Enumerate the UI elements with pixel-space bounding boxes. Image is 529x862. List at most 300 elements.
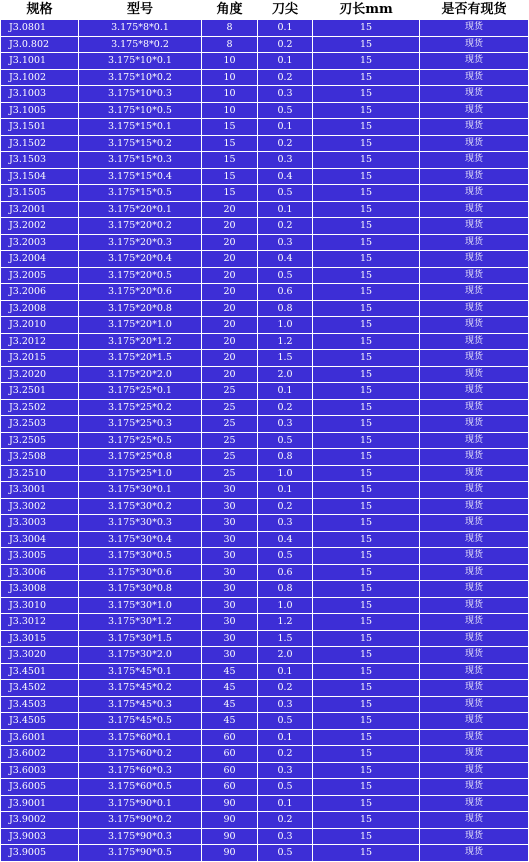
table-row: [1, 350, 529, 367]
blade-length-cell: 15: [313, 762, 420, 779]
stock-cell: 现货: [420, 152, 529, 169]
stock-cell: 现货: [420, 69, 529, 86]
tip-cell: 0.1: [258, 119, 313, 136]
spec-cell: J3.2510: [1, 465, 79, 482]
model-cell: 3.175*20*1.0: [79, 317, 202, 334]
blade-length-cell: 15: [313, 564, 420, 581]
table-row: [1, 515, 529, 532]
model-cell: 3.175*10*0.3: [79, 86, 202, 103]
stock-cell: 现货: [420, 779, 529, 796]
stock-cell: 现货: [420, 746, 529, 763]
model-cell: 3.175*20*0.4: [79, 251, 202, 268]
angle-cell: 15: [202, 119, 258, 136]
stock-cell: 现货: [420, 696, 529, 713]
angle-cell: 20: [202, 267, 258, 284]
model-cell: 3.175*20*0.3: [79, 234, 202, 251]
table-row: [1, 630, 529, 647]
blade-length-cell: 15: [313, 449, 420, 466]
spec-cell: J3.3015: [1, 630, 79, 647]
stock-cell: 现货: [420, 531, 529, 548]
spec-cell: J3.2008: [1, 300, 79, 317]
blade-length-cell: 15: [313, 267, 420, 284]
blade-length-cell: 15: [313, 845, 420, 862]
angle-cell: 20: [202, 300, 258, 317]
table-row: [1, 36, 529, 53]
spec-cell: J3.1001: [1, 53, 79, 70]
blade-length-cell: 15: [313, 663, 420, 680]
angle-cell: 10: [202, 86, 258, 103]
blade-length-cell: 15: [313, 399, 420, 416]
tip-cell: 0.6: [258, 564, 313, 581]
table-row: [1, 762, 529, 779]
model-cell: 3.175*30*1.5: [79, 630, 202, 647]
spec-cell: J3.2003: [1, 234, 79, 251]
spec-cell: J3.4503: [1, 696, 79, 713]
stock-cell: 现货: [420, 614, 529, 631]
model-cell: 3.175*8*0.1: [79, 20, 202, 37]
tip-cell: 0.8: [258, 449, 313, 466]
spec-cell: J3.2010: [1, 317, 79, 334]
stock-cell: 现货: [420, 812, 529, 829]
spec-cell: J3.2012: [1, 333, 79, 350]
stock-cell: 现货: [420, 267, 529, 284]
model-cell: 3.175*20*0.2: [79, 218, 202, 235]
angle-cell: 15: [202, 152, 258, 169]
blade-length-cell: 15: [313, 746, 420, 763]
model-cell: 3.175*20*0.6: [79, 284, 202, 301]
model-cell: 3.175*30*2.0: [79, 647, 202, 664]
spec-cell: J3.1505: [1, 185, 79, 202]
table-row: [1, 647, 529, 664]
stock-cell: 现货: [420, 350, 529, 367]
spec-cell: J3.1003: [1, 86, 79, 103]
blade-length-cell: 15: [313, 366, 420, 383]
table-row: [1, 185, 529, 202]
spec-cell: J3.3001: [1, 482, 79, 499]
model-cell: 3.175*20*2.0: [79, 366, 202, 383]
spec-cell: J3.3020: [1, 647, 79, 664]
model-cell: 3.175*30*0.2: [79, 498, 202, 515]
tip-cell: 0.4: [258, 531, 313, 548]
tip-cell: 0.5: [258, 548, 313, 565]
stock-cell: 现货: [420, 680, 529, 697]
model-cell: 3.175*45*0.5: [79, 713, 202, 730]
model-cell: 3.175*60*0.5: [79, 779, 202, 796]
table-row: [1, 383, 529, 400]
table-row: [1, 333, 529, 350]
blade-length-cell: 15: [313, 515, 420, 532]
tip-cell: 0.1: [258, 20, 313, 37]
model-cell: 3.175*20*0.5: [79, 267, 202, 284]
table-row: [1, 317, 529, 334]
table-row: [1, 845, 529, 862]
table-row: [1, 548, 529, 565]
angle-cell: 30: [202, 564, 258, 581]
model-cell: 3.175*60*0.2: [79, 746, 202, 763]
blade-length-cell: 15: [313, 218, 420, 235]
spec-cell: J3.2502: [1, 399, 79, 416]
spec-cell: J3.2505: [1, 432, 79, 449]
angle-cell: 30: [202, 531, 258, 548]
stock-cell: 现货: [420, 828, 529, 845]
stock-cell: 现货: [420, 234, 529, 251]
angle-cell: 8: [202, 36, 258, 53]
angle-cell: 20: [202, 251, 258, 268]
blade-length-cell: 15: [313, 795, 420, 812]
tip-cell: 0.5: [258, 102, 313, 119]
stock-cell: 现货: [420, 762, 529, 779]
tip-cell: 0.2: [258, 680, 313, 697]
model-cell: 3.175*10*0.1: [79, 53, 202, 70]
header-in-stock: 是否有现货: [420, 1, 529, 20]
tip-cell: 1.0: [258, 465, 313, 482]
spec-cell: J3.3008: [1, 581, 79, 598]
stock-cell: 现货: [420, 845, 529, 862]
table-row: [1, 531, 529, 548]
table-row: [1, 152, 529, 169]
table-row: [1, 284, 529, 301]
table-row: [1, 20, 529, 37]
header-blade-length: 刃长mm: [313, 1, 420, 20]
model-cell: 3.175*15*0.2: [79, 135, 202, 152]
blade-length-cell: 15: [313, 36, 420, 53]
stock-cell: 现货: [420, 564, 529, 581]
spec-cell: J3.0.802: [1, 36, 79, 53]
stock-cell: 现货: [420, 515, 529, 532]
spec-cell: J3.1501: [1, 119, 79, 136]
model-cell: 3.175*25*0.5: [79, 432, 202, 449]
tip-cell: 0.5: [258, 267, 313, 284]
tip-cell: 0.5: [258, 779, 313, 796]
tip-cell: 0.5: [258, 713, 313, 730]
tip-cell: 1.2: [258, 333, 313, 350]
blade-length-cell: 15: [313, 185, 420, 202]
model-cell: 3.175*90*0.1: [79, 795, 202, 812]
spec-cell: J3.4501: [1, 663, 79, 680]
spec-cell: J3.2508: [1, 449, 79, 466]
angle-cell: 30: [202, 482, 258, 499]
tip-cell: 0.5: [258, 845, 313, 862]
blade-length-cell: 15: [313, 647, 420, 664]
blade-length-cell: 15: [313, 234, 420, 251]
angle-cell: 20: [202, 284, 258, 301]
spec-cell: J3.2004: [1, 251, 79, 268]
blade-length-cell: 15: [313, 416, 420, 433]
spec-cell: J3.2020: [1, 366, 79, 383]
tip-cell: 0.2: [258, 218, 313, 235]
angle-cell: 30: [202, 647, 258, 664]
stock-cell: 现货: [420, 663, 529, 680]
stock-cell: 现货: [420, 647, 529, 664]
table-row: [1, 399, 529, 416]
spec-cell: J3.1504: [1, 168, 79, 185]
model-cell: 3.175*15*0.3: [79, 152, 202, 169]
model-cell: 3.175*15*0.4: [79, 168, 202, 185]
table-row: [1, 746, 529, 763]
spec-cell: J3.2002: [1, 218, 79, 235]
angle-cell: 45: [202, 696, 258, 713]
angle-cell: 25: [202, 416, 258, 433]
angle-cell: 30: [202, 614, 258, 631]
model-cell: 3.175*10*0.2: [79, 69, 202, 86]
table-row: [1, 251, 529, 268]
angle-cell: 45: [202, 680, 258, 697]
angle-cell: 30: [202, 498, 258, 515]
spec-cell: J3.2501: [1, 383, 79, 400]
stock-cell: 现货: [420, 201, 529, 218]
tip-cell: 0.3: [258, 515, 313, 532]
table-row: [1, 86, 529, 103]
model-cell: 3.175*45*0.1: [79, 663, 202, 680]
stock-cell: 现货: [420, 399, 529, 416]
model-cell: 3.175*25*0.2: [79, 399, 202, 416]
stock-cell: 现货: [420, 333, 529, 350]
blade-length-cell: 15: [313, 168, 420, 185]
spec-cell: J3.3012: [1, 614, 79, 631]
stock-cell: 现货: [420, 482, 529, 499]
tip-cell: 0.1: [258, 663, 313, 680]
table-row: [1, 482, 529, 499]
model-cell: 3.175*60*0.3: [79, 762, 202, 779]
table-row: [1, 69, 529, 86]
model-cell: 3.175*25*0.1: [79, 383, 202, 400]
angle-cell: 25: [202, 432, 258, 449]
model-cell: 3.175*20*0.1: [79, 201, 202, 218]
blade-length-cell: 15: [313, 284, 420, 301]
tip-cell: 0.1: [258, 729, 313, 746]
stock-cell: 现货: [420, 383, 529, 400]
angle-cell: 15: [202, 168, 258, 185]
blade-length-cell: 15: [313, 119, 420, 136]
angle-cell: 25: [202, 383, 258, 400]
tip-cell: 1.0: [258, 597, 313, 614]
stock-cell: 现货: [420, 581, 529, 598]
spec-cell: J3.2006: [1, 284, 79, 301]
spec-cell: J3.1502: [1, 135, 79, 152]
blade-length-cell: 15: [313, 548, 420, 565]
blade-length-cell: 15: [313, 597, 420, 614]
angle-cell: 10: [202, 53, 258, 70]
angle-cell: 45: [202, 663, 258, 680]
header-tip: 刀尖: [258, 1, 313, 20]
stock-cell: 现货: [420, 366, 529, 383]
model-cell: 3.175*20*1.5: [79, 350, 202, 367]
spec-cell: J3.3005: [1, 548, 79, 565]
table-row: [1, 597, 529, 614]
model-cell: 3.175*90*0.2: [79, 812, 202, 829]
stock-cell: 现货: [420, 729, 529, 746]
tip-cell: 0.5: [258, 432, 313, 449]
blade-length-cell: 15: [313, 69, 420, 86]
table-row: [1, 135, 529, 152]
blade-length-cell: 15: [313, 614, 420, 631]
angle-cell: 25: [202, 465, 258, 482]
angle-cell: 20: [202, 350, 258, 367]
model-cell: 3.175*25*0.3: [79, 416, 202, 433]
model-cell: 3.175*90*0.3: [79, 828, 202, 845]
angle-cell: 90: [202, 845, 258, 862]
tip-cell: 1.0: [258, 317, 313, 334]
spec-cell: J3.2503: [1, 416, 79, 433]
table-row: [1, 218, 529, 235]
tip-cell: 0.5: [258, 185, 313, 202]
table-row: [1, 795, 529, 812]
angle-cell: 10: [202, 102, 258, 119]
table-row: [1, 416, 529, 433]
angle-cell: 30: [202, 597, 258, 614]
table-row: [1, 663, 529, 680]
tip-cell: 0.2: [258, 135, 313, 152]
stock-cell: 现货: [420, 102, 529, 119]
angle-cell: 8: [202, 20, 258, 37]
blade-length-cell: 15: [313, 630, 420, 647]
blade-length-cell: 15: [313, 531, 420, 548]
model-cell: 3.175*30*0.6: [79, 564, 202, 581]
table-header: [1, 1, 529, 20]
angle-cell: 15: [202, 135, 258, 152]
blade-length-cell: 15: [313, 317, 420, 334]
stock-cell: 现货: [420, 20, 529, 37]
blade-length-cell: 15: [313, 581, 420, 598]
table-row: [1, 581, 529, 598]
table-row: [1, 432, 529, 449]
angle-cell: 20: [202, 218, 258, 235]
table-row: [1, 366, 529, 383]
model-cell: 3.175*10*0.5: [79, 102, 202, 119]
spec-cell: J3.4502: [1, 680, 79, 697]
stock-cell: 现货: [420, 498, 529, 515]
table-row: [1, 779, 529, 796]
blade-length-cell: 15: [313, 102, 420, 119]
angle-cell: 20: [202, 317, 258, 334]
blade-length-cell: 15: [313, 350, 420, 367]
angle-cell: 60: [202, 762, 258, 779]
angle-cell: 10: [202, 69, 258, 86]
stock-cell: 现货: [420, 548, 529, 565]
spec-cell: J3.6002: [1, 746, 79, 763]
blade-length-cell: 15: [313, 432, 420, 449]
table-row: [1, 828, 529, 845]
blade-length-cell: 15: [313, 680, 420, 697]
stock-cell: 现货: [420, 185, 529, 202]
spec-cell: J3.0801: [1, 20, 79, 37]
stock-cell: 现货: [420, 432, 529, 449]
blade-length-cell: 15: [313, 779, 420, 796]
angle-cell: 90: [202, 812, 258, 829]
model-cell: 3.175*20*0.8: [79, 300, 202, 317]
blade-length-cell: 15: [313, 135, 420, 152]
table-row: [1, 201, 529, 218]
spec-cell: J3.3003: [1, 515, 79, 532]
spec-cell: J3.4505: [1, 713, 79, 730]
stock-cell: 现货: [420, 135, 529, 152]
spec-cell: J3.3004: [1, 531, 79, 548]
stock-cell: 现货: [420, 284, 529, 301]
stock-cell: 现货: [420, 630, 529, 647]
model-cell: 3.175*45*0.3: [79, 696, 202, 713]
spec-cell: J3.3002: [1, 498, 79, 515]
model-cell: 3.175*25*0.8: [79, 449, 202, 466]
header-spec: 规格: [1, 1, 79, 20]
angle-cell: 60: [202, 779, 258, 796]
blade-length-cell: 15: [313, 812, 420, 829]
model-cell: 3.175*45*0.2: [79, 680, 202, 697]
table-row: [1, 300, 529, 317]
model-cell: 3.175*15*0.5: [79, 185, 202, 202]
table-row: [1, 680, 529, 697]
blade-length-cell: 15: [313, 20, 420, 37]
blade-length-cell: 15: [313, 465, 420, 482]
table-row: [1, 53, 529, 70]
blade-length-cell: 15: [313, 53, 420, 70]
blade-length-cell: 15: [313, 152, 420, 169]
table-row: [1, 713, 529, 730]
stock-cell: 现货: [420, 317, 529, 334]
tip-cell: 0.4: [258, 168, 313, 185]
tip-cell: 0.8: [258, 300, 313, 317]
model-cell: 3.175*60*0.1: [79, 729, 202, 746]
tip-cell: 0.3: [258, 86, 313, 103]
table-row: [1, 449, 529, 466]
tip-cell: 0.1: [258, 201, 313, 218]
model-cell: 3.175*30*0.1: [79, 482, 202, 499]
spec-cell: J3.2005: [1, 267, 79, 284]
tip-cell: 0.3: [258, 234, 313, 251]
table-row: [1, 812, 529, 829]
tip-cell: 0.4: [258, 251, 313, 268]
stock-cell: 现货: [420, 168, 529, 185]
angle-cell: 20: [202, 201, 258, 218]
angle-cell: 20: [202, 333, 258, 350]
spec-cell: J3.1002: [1, 69, 79, 86]
angle-cell: 20: [202, 234, 258, 251]
blade-length-cell: 15: [313, 498, 420, 515]
angle-cell: 20: [202, 366, 258, 383]
tip-cell: 0.1: [258, 482, 313, 499]
table-row: [1, 729, 529, 746]
tip-cell: 0.3: [258, 828, 313, 845]
blade-length-cell: 15: [313, 713, 420, 730]
angle-cell: 30: [202, 515, 258, 532]
table-row: [1, 696, 529, 713]
spec-cell: J3.9002: [1, 812, 79, 829]
table-row: [1, 465, 529, 482]
model-cell: 3.175*30*0.3: [79, 515, 202, 532]
tip-cell: 2.0: [258, 647, 313, 664]
tip-cell: 0.2: [258, 69, 313, 86]
stock-cell: 现货: [420, 53, 529, 70]
angle-cell: 45: [202, 713, 258, 730]
table-row: [1, 119, 529, 136]
spec-cell: J3.3010: [1, 597, 79, 614]
tip-cell: 0.2: [258, 498, 313, 515]
blade-length-cell: 15: [313, 828, 420, 845]
model-cell: 3.175*30*1.0: [79, 597, 202, 614]
model-cell: 3.175*30*0.4: [79, 531, 202, 548]
table-row: [1, 498, 529, 515]
tip-cell: 0.2: [258, 812, 313, 829]
tip-cell: 0.1: [258, 53, 313, 70]
stock-cell: 现货: [420, 36, 529, 53]
stock-cell: 现货: [420, 597, 529, 614]
tip-cell: 2.0: [258, 366, 313, 383]
angle-cell: 30: [202, 581, 258, 598]
tip-cell: 1.5: [258, 350, 313, 367]
spec-cell: J3.9003: [1, 828, 79, 845]
blade-length-cell: 15: [313, 729, 420, 746]
angle-cell: 60: [202, 746, 258, 763]
stock-cell: 现货: [420, 416, 529, 433]
